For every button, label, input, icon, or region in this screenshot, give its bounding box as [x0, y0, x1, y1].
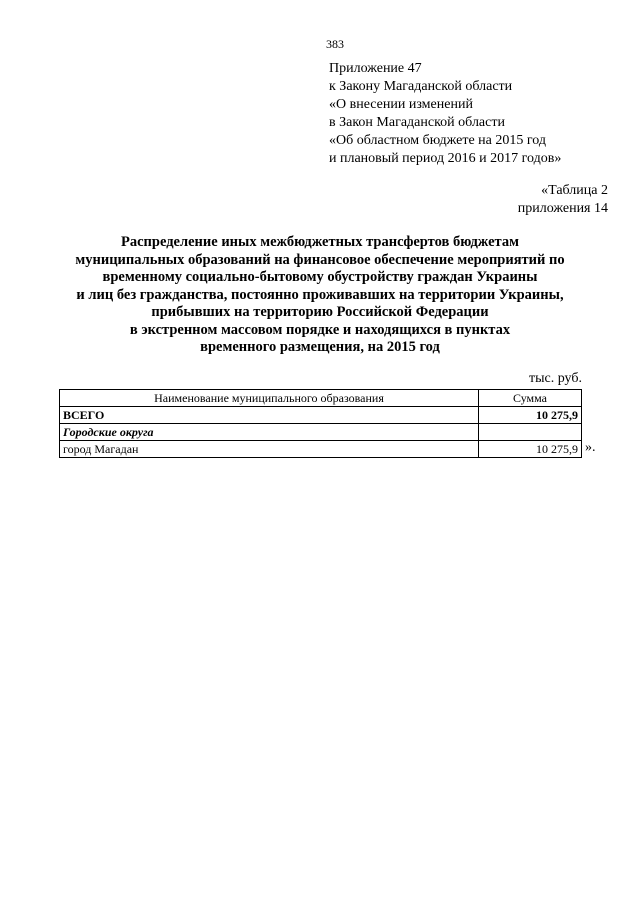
row-name-cell: Городские округа [60, 424, 479, 441]
row-name-cell: город Магадан [60, 441, 479, 458]
document-title-line: временного размещения, на 2015 год [200, 339, 440, 355]
column-header-amount: Сумма [479, 390, 582, 407]
row-amount-cell [479, 424, 582, 441]
row-amount-cell: 10 275,9 [479, 407, 582, 424]
document-title-line: Распределение иных межбюджетных трансфертов бюджетам [121, 234, 519, 250]
closing-quote: ». [585, 440, 596, 455]
table-row [60, 441, 582, 458]
document-title-line: прибывших на территорию Российской Федерации [151, 304, 489, 320]
appendix-header-line: в Закон Магаданской области [329, 115, 505, 130]
row-amount-cell: 10 275,9 [479, 441, 582, 458]
column-header-name: Наименование муниципального образования [60, 390, 479, 407]
table-row-group [60, 424, 582, 441]
document-title [40, 234, 600, 357]
table-header-row [60, 390, 582, 407]
table-row-total [60, 407, 582, 424]
document-title-line: в экстренном массовом порядке и находящихся в пунктах [129, 321, 511, 338]
transfers-table [59, 389, 582, 458]
units-label: тыс. руб. [529, 371, 582, 386]
document-title-line: муниципальных образований на финансовое обеспечение мероприятий по [75, 251, 565, 268]
table-reference [518, 182, 608, 218]
page-number: 383 [326, 37, 344, 51]
row-name-cell: ВСЕГО [60, 407, 479, 424]
appendix-header-line: и плановый период 2016 и 2017 годов» [329, 151, 562, 166]
appendix-header-line: Приложение 47 [329, 61, 422, 76]
table-reference-line: приложения 14 [517, 201, 608, 216]
table-reference-line: «Таблица 2 [541, 183, 608, 198]
document-title-line: и лиц без гражданства, постоянно проживавших на территории Украины, [76, 286, 564, 303]
document-title-line: временному социально-бытовому обустройству граждан Украины [102, 269, 538, 285]
appendix-header-line: «Об областном бюджете на 2015 год [329, 133, 546, 148]
appendix-header [329, 60, 561, 168]
appendix-header-line: «О внесении изменений [329, 97, 473, 112]
appendix-header-line: к Закону Магаданской области [329, 79, 513, 94]
